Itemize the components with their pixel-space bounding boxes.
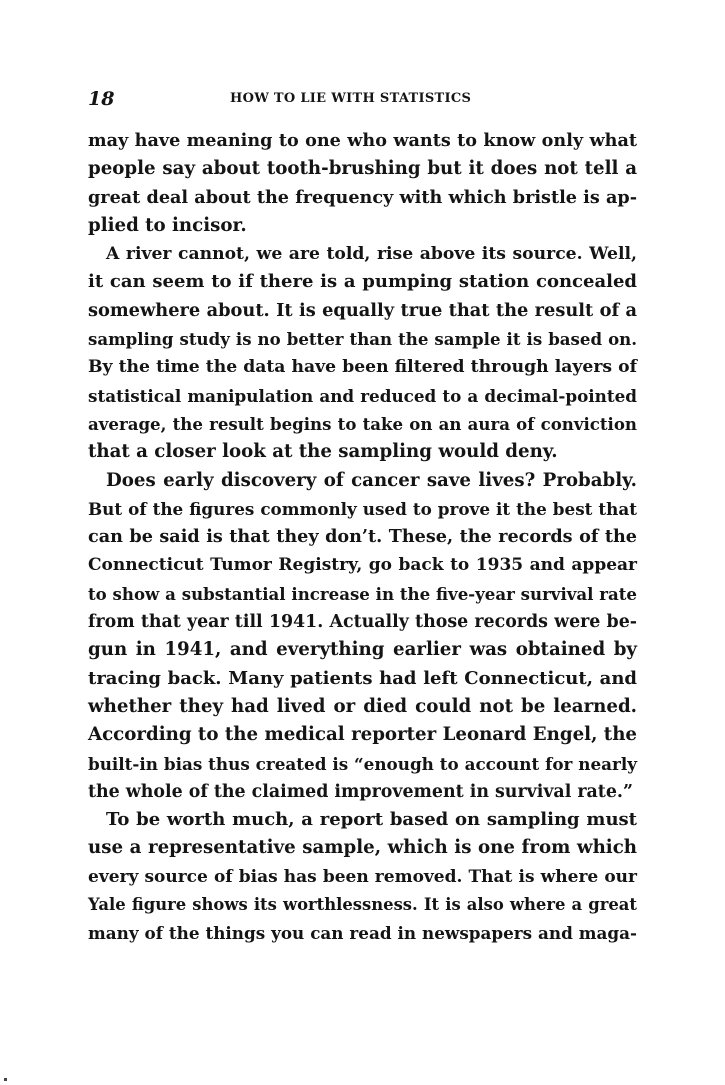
text-line: A river cannot, we are told, rise above its source. Well, xyxy=(106,244,637,265)
text-line: tracing back. Many patients had left Connecticut, and xyxy=(88,667,637,689)
text-line: use a representative sample, which is one from which xyxy=(88,837,637,859)
text-line: many of the things you can read in newspapers and maga- xyxy=(88,923,637,944)
running-head xyxy=(88,88,636,116)
running-title: HOW TO LIE WITH STATISTICS xyxy=(230,91,472,106)
text-line: the whole of the claimed improvement in survival rate.” xyxy=(88,781,633,802)
text-line: plied to incisor. xyxy=(88,214,247,236)
paragraph xyxy=(88,127,637,240)
text-line: from that year till 1941. Actually those records were be- xyxy=(88,612,637,633)
text-line: According to the medical reporter Leonard Engel, the xyxy=(88,724,637,746)
text-line: built-in bias thus created is “enough to account for nearly xyxy=(88,753,637,774)
text-line: somewhere about. It is equally true that the result of a xyxy=(88,299,637,321)
text-line: Connecticut Tumor Registry, go back to 1935 and appear xyxy=(88,555,637,576)
text-line: that a closer look at the sampling would deny. xyxy=(88,441,558,463)
text-line: can be said is that they don’t. These, the records of the xyxy=(88,526,637,548)
text-line: it can seem to if there is a pumping station concealed xyxy=(88,271,637,293)
text-line: may have meaning to one who wants to know only what xyxy=(88,130,637,151)
text-line: To be worth much, a report based on sampling must xyxy=(106,809,637,831)
text-line: every source of bias has been removed. That is where our xyxy=(88,866,637,887)
text-line: great deal about the frequency with which bristle is ap- xyxy=(88,186,637,208)
paragraph xyxy=(88,240,637,466)
text-line: But of the figures commonly used to prove it the best that xyxy=(88,498,637,519)
text-line: average, the result begins to take on an aura of conviction xyxy=(88,413,637,434)
text-line: whether they had lived or died could not be learned. xyxy=(88,695,637,717)
body-text xyxy=(88,127,637,948)
text-line: Does early discovery of cancer save lives? Probably. xyxy=(106,469,637,491)
paragraph xyxy=(88,467,637,807)
text-line: to show a substantial increase in the five-year survival rate xyxy=(88,583,637,604)
page-number: 18 xyxy=(88,88,115,110)
text-line: sampling study is no better than the sample it is based on. xyxy=(88,329,637,350)
paragraph xyxy=(88,806,637,947)
text-line: statistical manipulation and reduced to a decimal-pointed xyxy=(88,385,637,406)
text-line: gun in 1941, and everything earlier was obtained by xyxy=(88,639,637,661)
margin-mark xyxy=(4,1078,7,1081)
text-line: Yale figure shows its worthlessness. It is also where a great xyxy=(88,895,637,915)
text-line: people say about tooth-brushing but it does not tell a xyxy=(88,158,637,180)
text-line: By the time the data have been filtered through layers of xyxy=(88,357,637,378)
